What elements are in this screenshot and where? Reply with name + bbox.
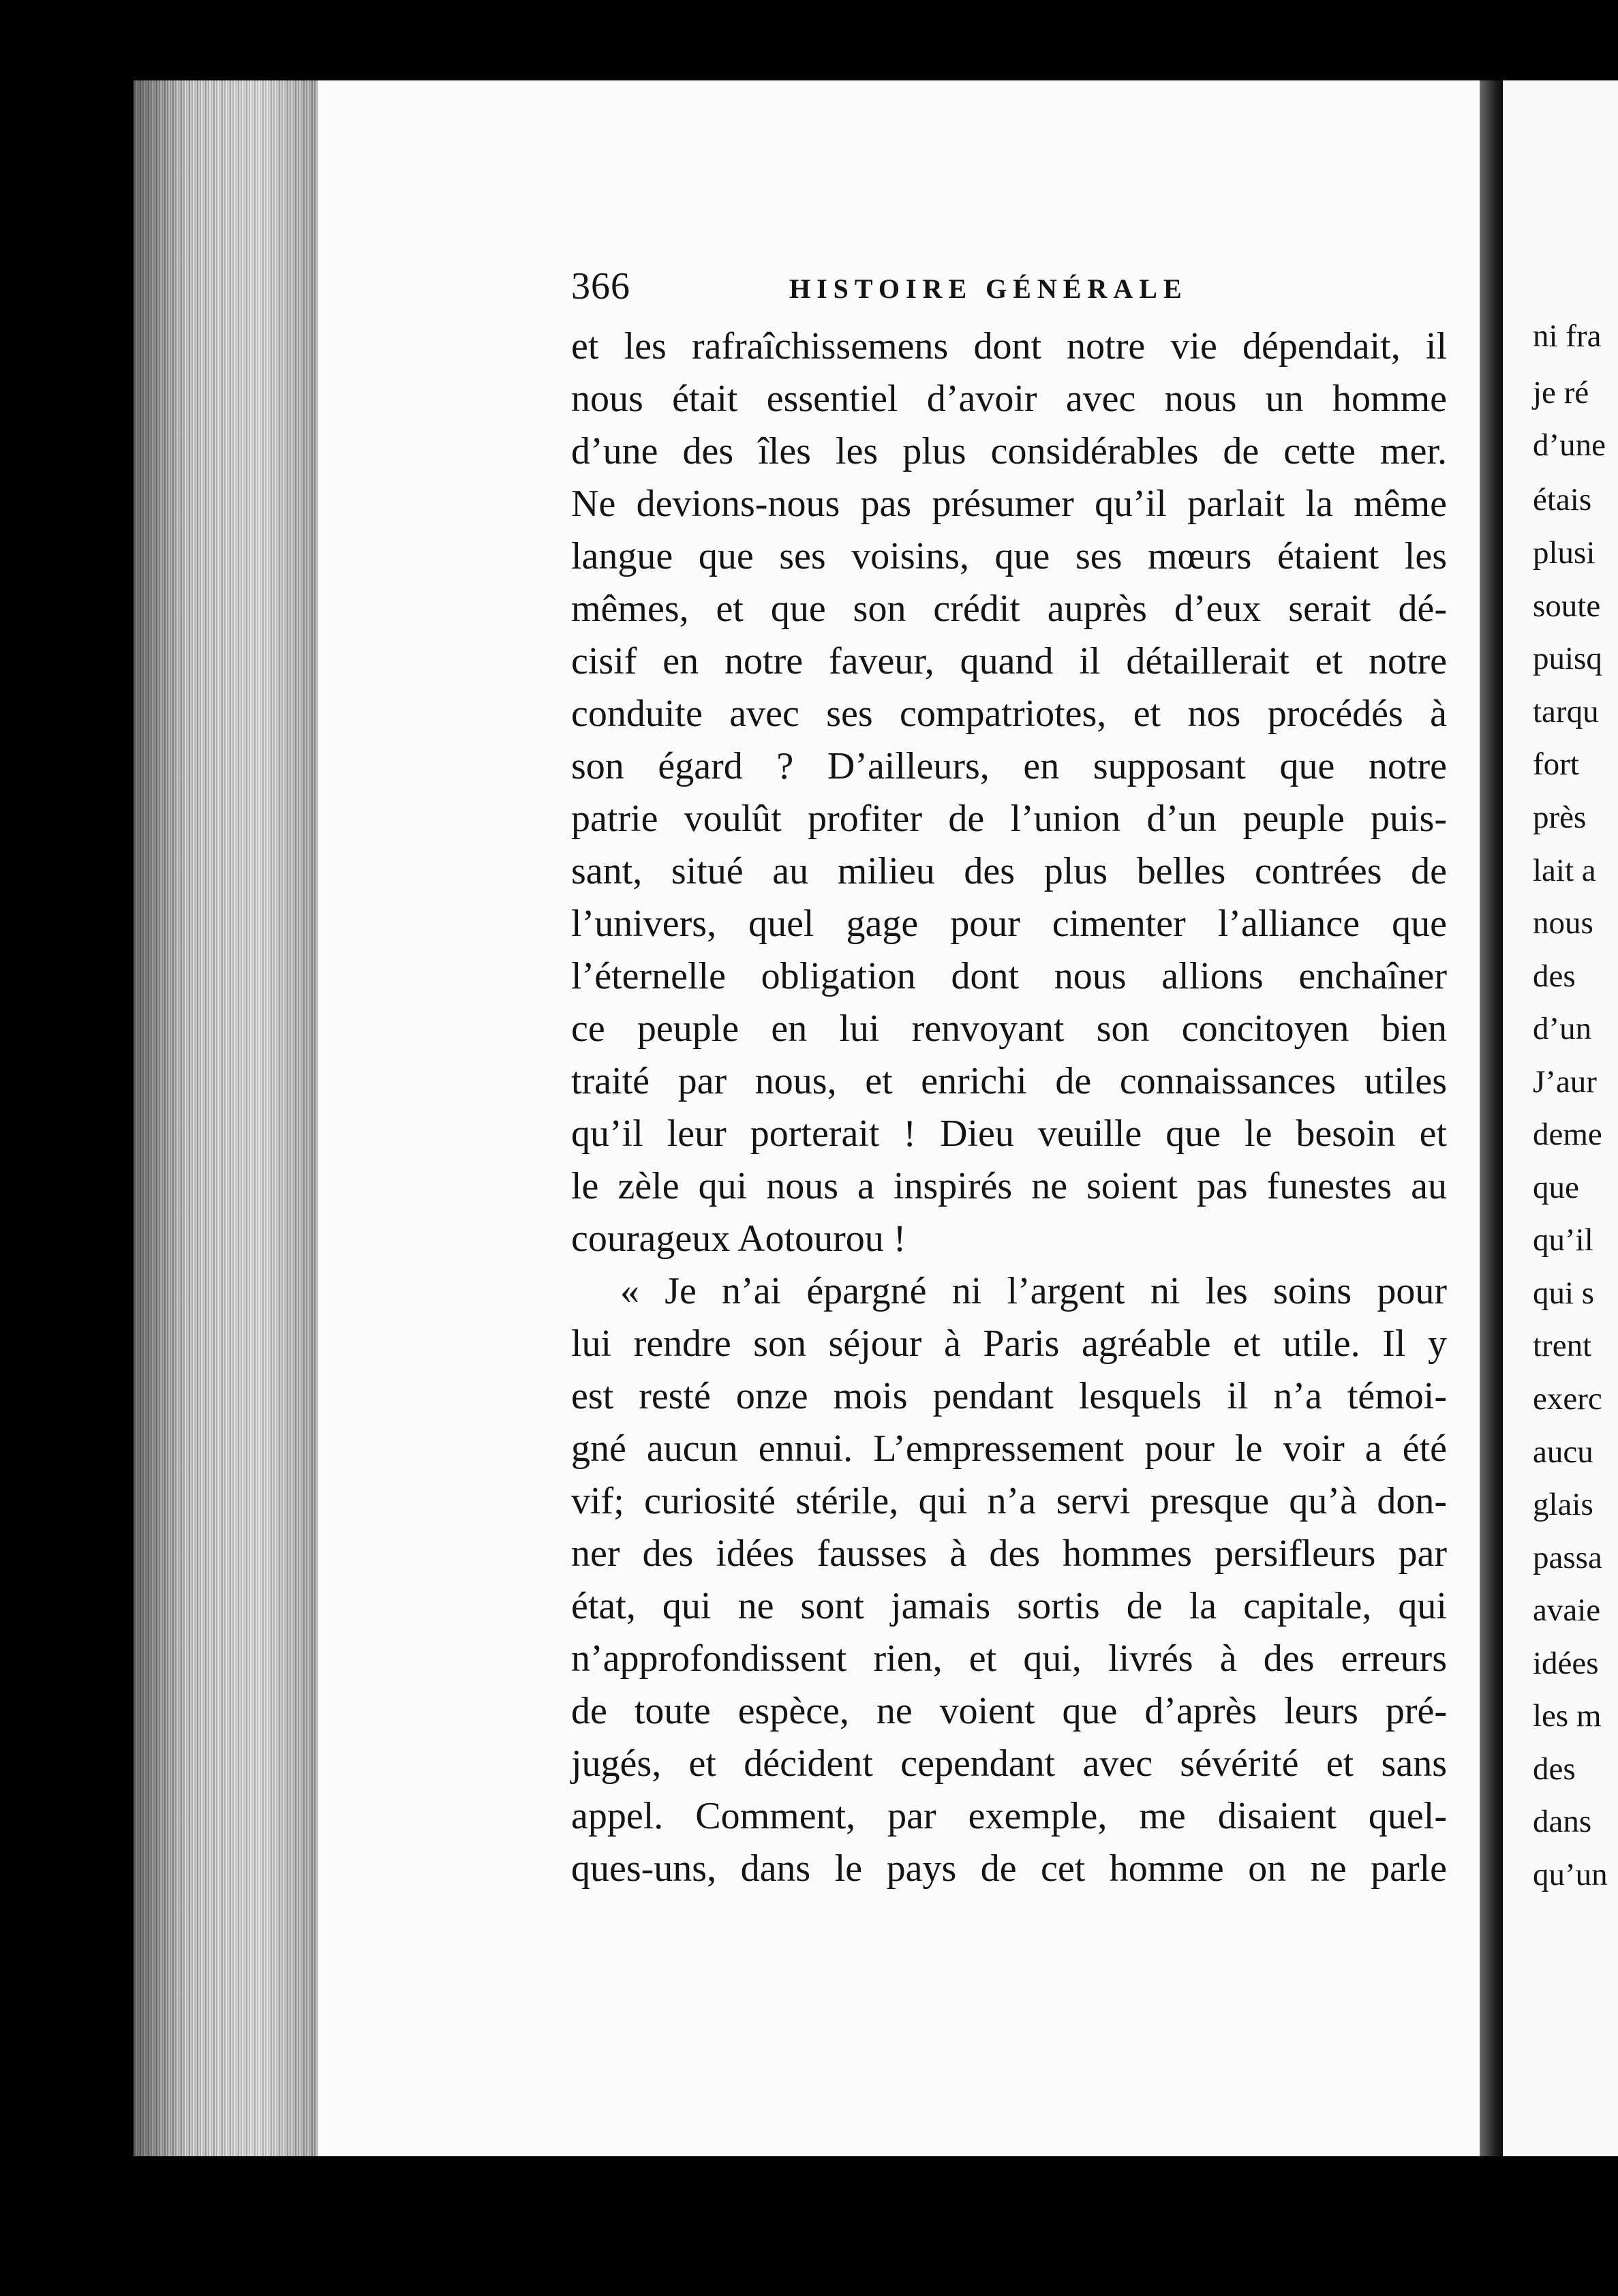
right-fragment: lait a [1533, 853, 1596, 888]
text-line: « Je n’ai épargné ni l’argent ni les soins pour [620, 1270, 1447, 1312]
text-line: ques-uns, dans le pays de cet homme on ne parle [571, 1847, 1447, 1890]
right-fragment: dans [1533, 1804, 1592, 1839]
text-line: conduite avec ses compatriotes, et nos procédés à [571, 693, 1447, 735]
text-line: Ne devions-nous pas présumer qu’il parlait la même [571, 483, 1447, 525]
text-line: jugés, et décident cependant avec sévérité et sans [571, 1742, 1447, 1785]
running-head: HISTOIRE GÉNÉRALE [789, 273, 1188, 304]
text-line: cisif en notre faveur, quand il détaillerait et notre [571, 640, 1447, 682]
text-line: nous était essentiel d’avoir avec nous un homme [571, 378, 1447, 420]
text-line: est resté onze mois pendant lesquels il n’a témoi- [571, 1375, 1447, 1417]
right-fragment: des [1533, 1751, 1576, 1787]
right-fragment: d’une [1533, 427, 1606, 463]
text-line: le zèle qui nous a inspirés ne soient pas funestes au [571, 1165, 1447, 1207]
right-fragment: je ré [1533, 375, 1589, 410]
right-fragment: qu’il [1533, 1222, 1593, 1258]
right-fragment: étais [1533, 482, 1592, 517]
page-edge [134, 80, 318, 2156]
text-line: n’approfondissent rien, et qui, livrés à des erreurs [571, 1637, 1447, 1680]
text-line: courageux Aotourou ! [571, 1218, 906, 1260]
right-fragment: des [1533, 958, 1576, 994]
right-fragment: exerc [1533, 1381, 1602, 1417]
text-line: appel. Comment, par exemple, me disaient quel- [571, 1795, 1447, 1837]
right-fragment: J’aur [1533, 1064, 1597, 1100]
text-line: patrie voulût profiter de l’union d’un peuple puis- [571, 798, 1447, 840]
right-page [1503, 80, 1618, 2156]
right-fragment: ni fra [1533, 318, 1602, 354]
body-text [571, 320, 1447, 1895]
right-fragment: idées [1533, 1646, 1599, 1681]
right-fragment: nous [1533, 905, 1593, 941]
right-fragment: deme [1533, 1117, 1602, 1152]
text-line: son égard ? D’ailleurs, en supposant que notre [571, 745, 1447, 787]
right-fragment: d’un [1533, 1011, 1592, 1046]
text-line: ner des idées fausses à des hommes persifleurs par [571, 1532, 1447, 1575]
right-fragment: près [1533, 800, 1587, 835]
right-fragment: aucu [1533, 1434, 1593, 1470]
text-line: gné aucun ennui. L’empressement pour le voir a été [571, 1428, 1447, 1470]
text-line: qu’il leur porterait ! Dieu veuille que le besoin et [571, 1113, 1447, 1155]
right-fragment: qui s [1533, 1275, 1595, 1311]
right-fragment: qu’un [1533, 1857, 1608, 1892]
page-header [571, 265, 1444, 312]
text-line: état, qui ne sont jamais sortis de la capitale, qui [571, 1585, 1447, 1627]
right-fragment: plusi [1533, 535, 1596, 571]
text-line: langue que ses voisins, que ses mœurs étaient les [571, 535, 1447, 577]
right-fragment: tarqu [1533, 694, 1599, 729]
text-line: sant, situé au milieu des plus belles contrées de [571, 850, 1447, 892]
right-fragment: avaie [1533, 1592, 1601, 1628]
text-line: l’éternelle obligation dont nous allions enchaîner [571, 955, 1447, 997]
right-fragment: trent [1533, 1328, 1592, 1363]
right-fragment: les m [1533, 1698, 1602, 1734]
right-fragment: fort [1533, 746, 1579, 782]
text-line: l’univers, quel gage pour cimenter l’alliance que [571, 903, 1447, 945]
text-line: vif; curiosité stérile, qui n’a servi presque qu’à don- [571, 1480, 1447, 1522]
page-number: 366 [571, 265, 630, 307]
text-line: d’une des îles les plus considérables de cette mer. [571, 430, 1447, 472]
text-line: traité par nous, et enrichi de connaissances utiles [571, 1060, 1447, 1102]
text-line: de toute espèce, ne voient que d’après leurs pré- [571, 1690, 1447, 1732]
right-fragment: glais [1533, 1487, 1593, 1522]
text-line: ce peuple en lui renvoyant son concitoyen bien [571, 1008, 1447, 1050]
text-line: lui rendre son séjour à Paris agréable et utile. Il y [571, 1323, 1447, 1365]
right-fragment: que [1533, 1170, 1579, 1205]
right-fragment: passa [1533, 1540, 1602, 1575]
text-line: et les rafraîchissemens dont notre vie dépendait, il [571, 325, 1447, 367]
right-fragment: soute [1533, 588, 1601, 624]
right-fragment: puisq [1533, 641, 1602, 676]
text-line: mêmes, et que son crédit auprès d’eux serait dé- [571, 588, 1447, 630]
